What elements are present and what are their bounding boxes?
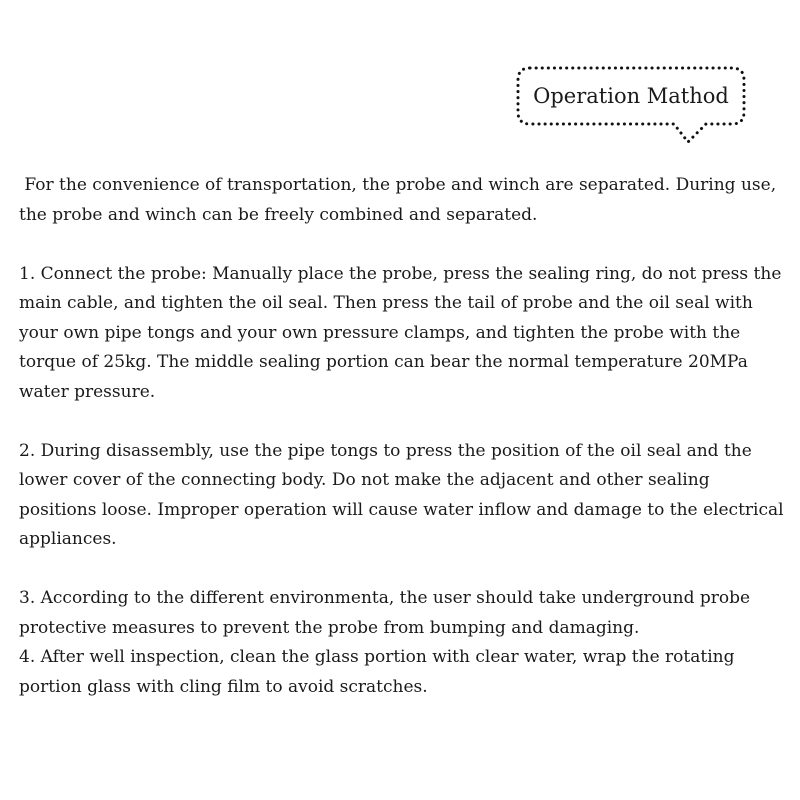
spacer (19, 407, 784, 437)
step-2-paragraph: 2. During disassembly, use the pipe tongs to press the position of the oil seal and the lower cover of the connecting body. Do not make the adjacent and other sealing positions loose. Improper operation will cause water inflow and damage to the electrical appliances. (19, 440, 789, 549)
step-3-paragraph: 3. According to the different environmenta, the user should take underground probe protective measures to prevent the probe from bumping and damaging. (19, 588, 756, 638)
step-4-paragraph: 4. After well inspection, clean the glass portion with clear water, wrap the rotating portion glass with cling film to avoid scratches. (19, 647, 740, 697)
page-title: Operation Mathod (533, 84, 729, 108)
instructions-body (19, 171, 789, 702)
title-speech-bubble (516, 66, 746, 146)
spacer (19, 230, 784, 260)
spacer (19, 555, 784, 585)
intro-paragraph: For the convenience of transportation, the probe and winch are separated. During use, the probe and winch can be freely combined and separated. (19, 175, 782, 225)
step-1-paragraph: 1. Connect the probe: Manually place the probe, press the sealing ring, do not press the main cable, and tighten the oil seal. Then press the tail of probe and the oil seal with your own pipe tongs and your own pressure clamps, and tighten the probe with the torque of 25kg. The middle sealing portion can bear the normal temperature 20MPa water pressure. (19, 263, 787, 402)
